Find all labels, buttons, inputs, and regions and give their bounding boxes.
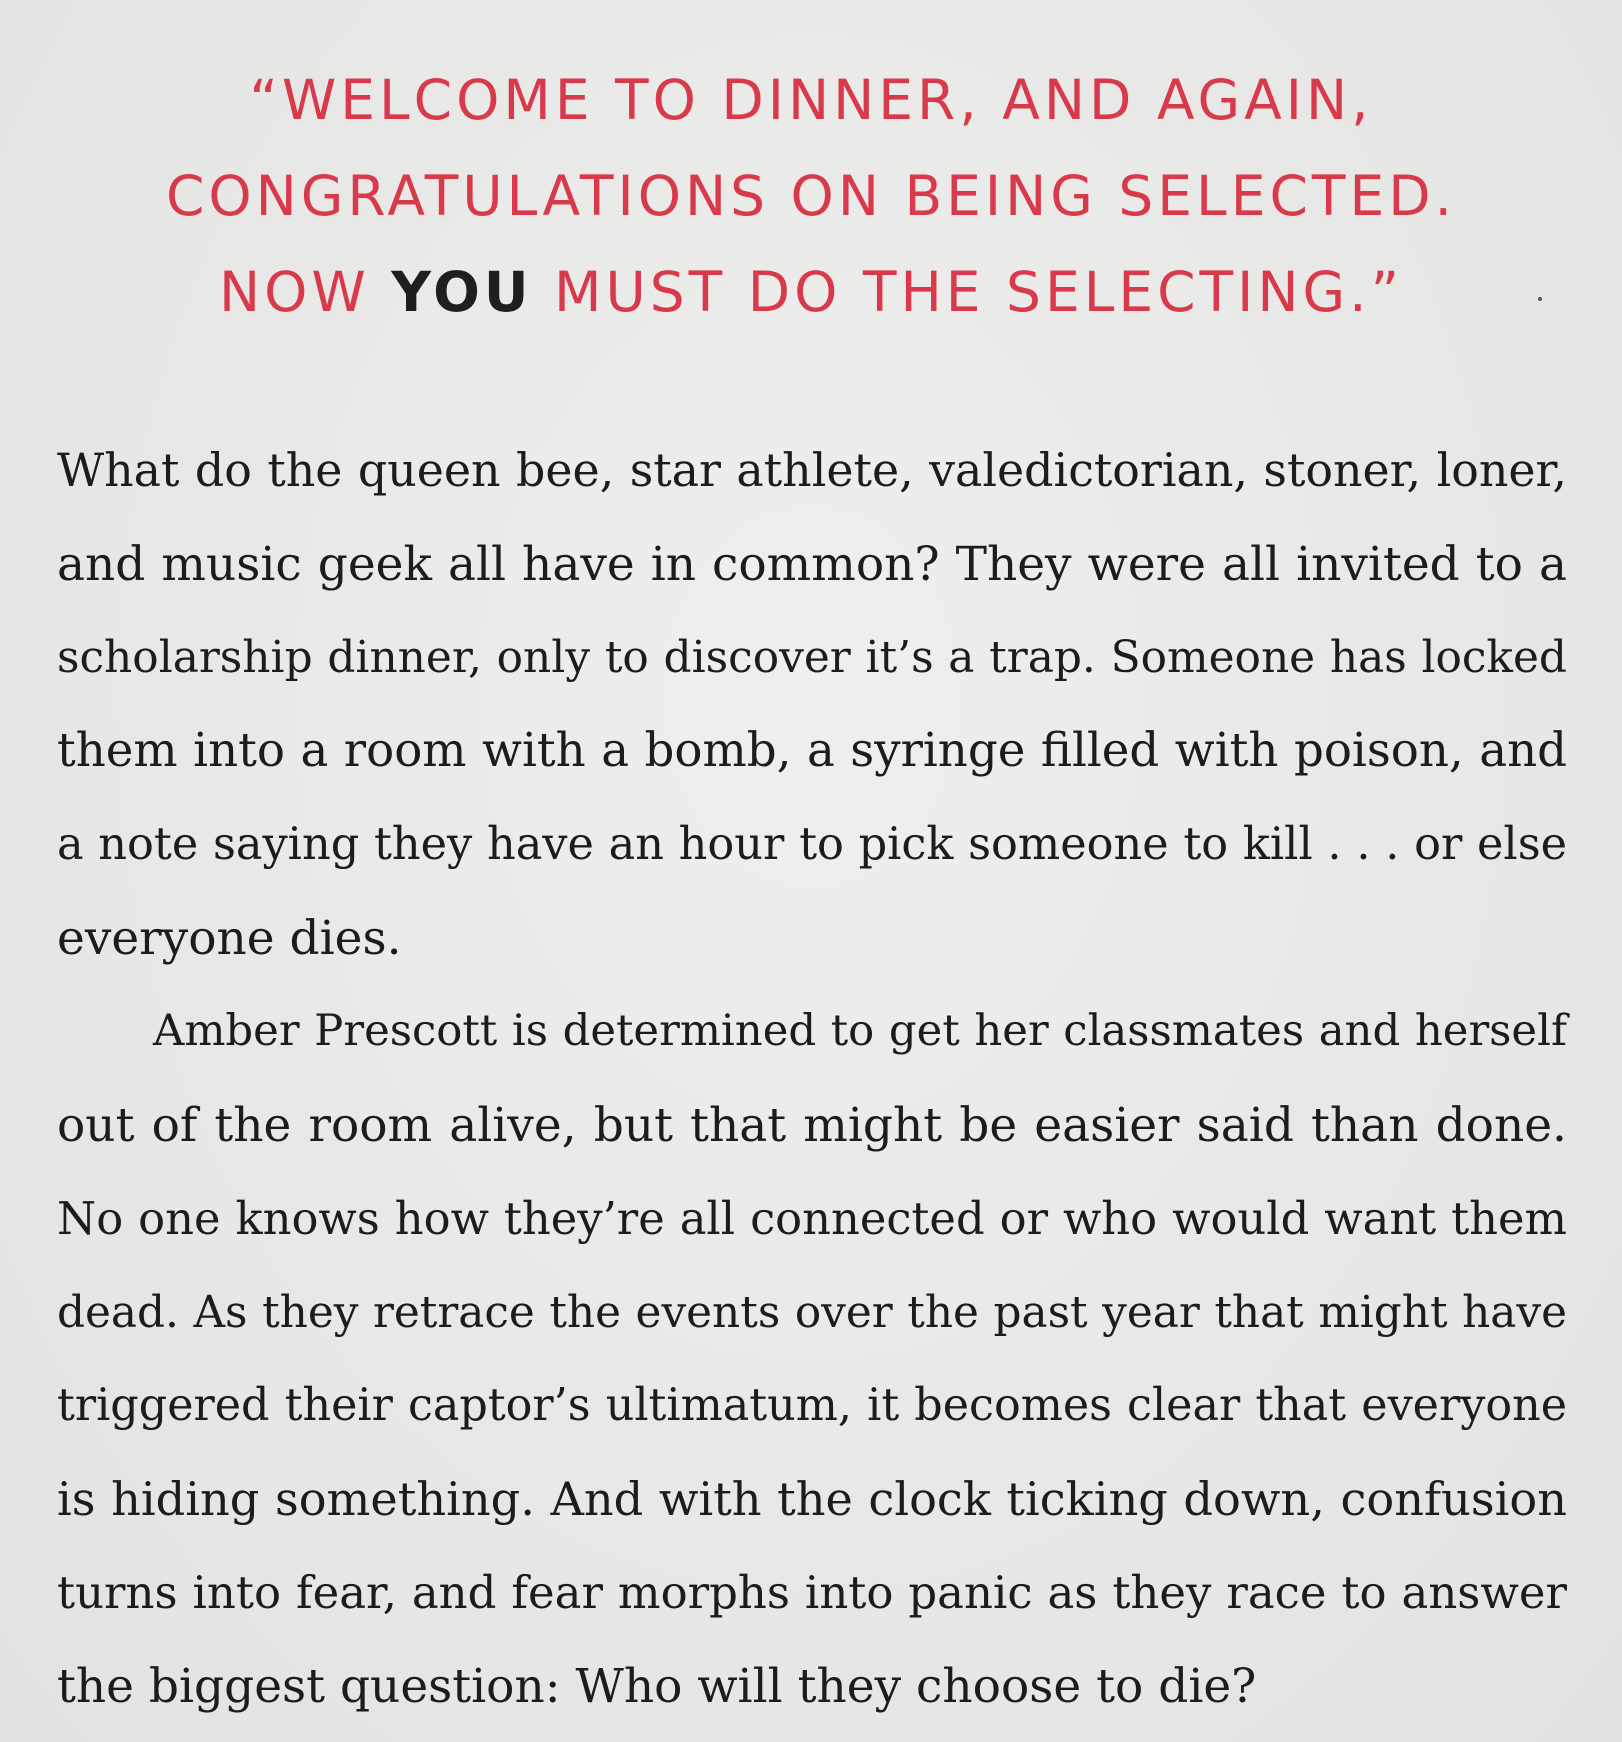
- paragraph-1-line: What do the queen bee, star athlete, valedictorian, stoner, loner,: [57, 443, 1567, 497]
- paragraph-1: [57, 424, 1567, 985]
- paragraph-1-line: a note saying they have an hour to pick someone to kill . . . or else: [57, 818, 1567, 870]
- print-speck: [1538, 297, 1542, 301]
- paragraph-2-line: out of the room alive, but that might be easier said than done.: [57, 1097, 1567, 1153]
- tagline-line-2: CONGRATULATIONS ON BEING SELECTED.: [165, 164, 1457, 228]
- book-description: [57, 424, 1567, 1733]
- paragraph-2-line: Amber Prescott is determined to get her classmates and herself: [153, 1006, 1567, 1056]
- tagline-line-1: “WELCOME TO DINNER, AND AGAIN,: [249, 68, 1373, 132]
- paragraph-2-line: No one knows how they’re all connected or who would want them: [57, 1192, 1567, 1245]
- paragraph-2: [57, 985, 1567, 1733]
- paragraph-2-line: is hiding something. And with the clock ticking down, confusion: [57, 1471, 1567, 1526]
- tagline-emphasis-you: YOU: [391, 260, 533, 324]
- paragraph-2-line: the biggest question: Who will they choose to die?: [57, 1658, 1257, 1714]
- paragraph-2-line: dead. As they retrace the events over the past year that might have: [57, 1286, 1567, 1338]
- tagline-line-3-end: MUST DO THE SELECTING.”: [532, 260, 1404, 324]
- paragraph-2-line: turns into fear, and fear morphs into panic as they race to answer: [57, 1566, 1567, 1619]
- tagline-quote: [0, 52, 1622, 340]
- tagline-line-3: [0, 244, 1622, 340]
- paragraph-2-line: triggered their captor’s ultimatum, it becomes clear that everyone: [57, 1380, 1567, 1431]
- paragraph-1-line: everyone dies.: [57, 910, 402, 966]
- paragraph-1-line: them into a room with a bomb, a syringe filled with poison, and: [57, 723, 1567, 778]
- paragraph-1-line: and music geek all have in common? They were all invited to a: [57, 536, 1567, 592]
- paragraph-1-line: scholarship dinner, only to discover it’s a trap. Someone has locked: [57, 632, 1567, 683]
- tagline-line-3-start: NOW: [218, 260, 392, 324]
